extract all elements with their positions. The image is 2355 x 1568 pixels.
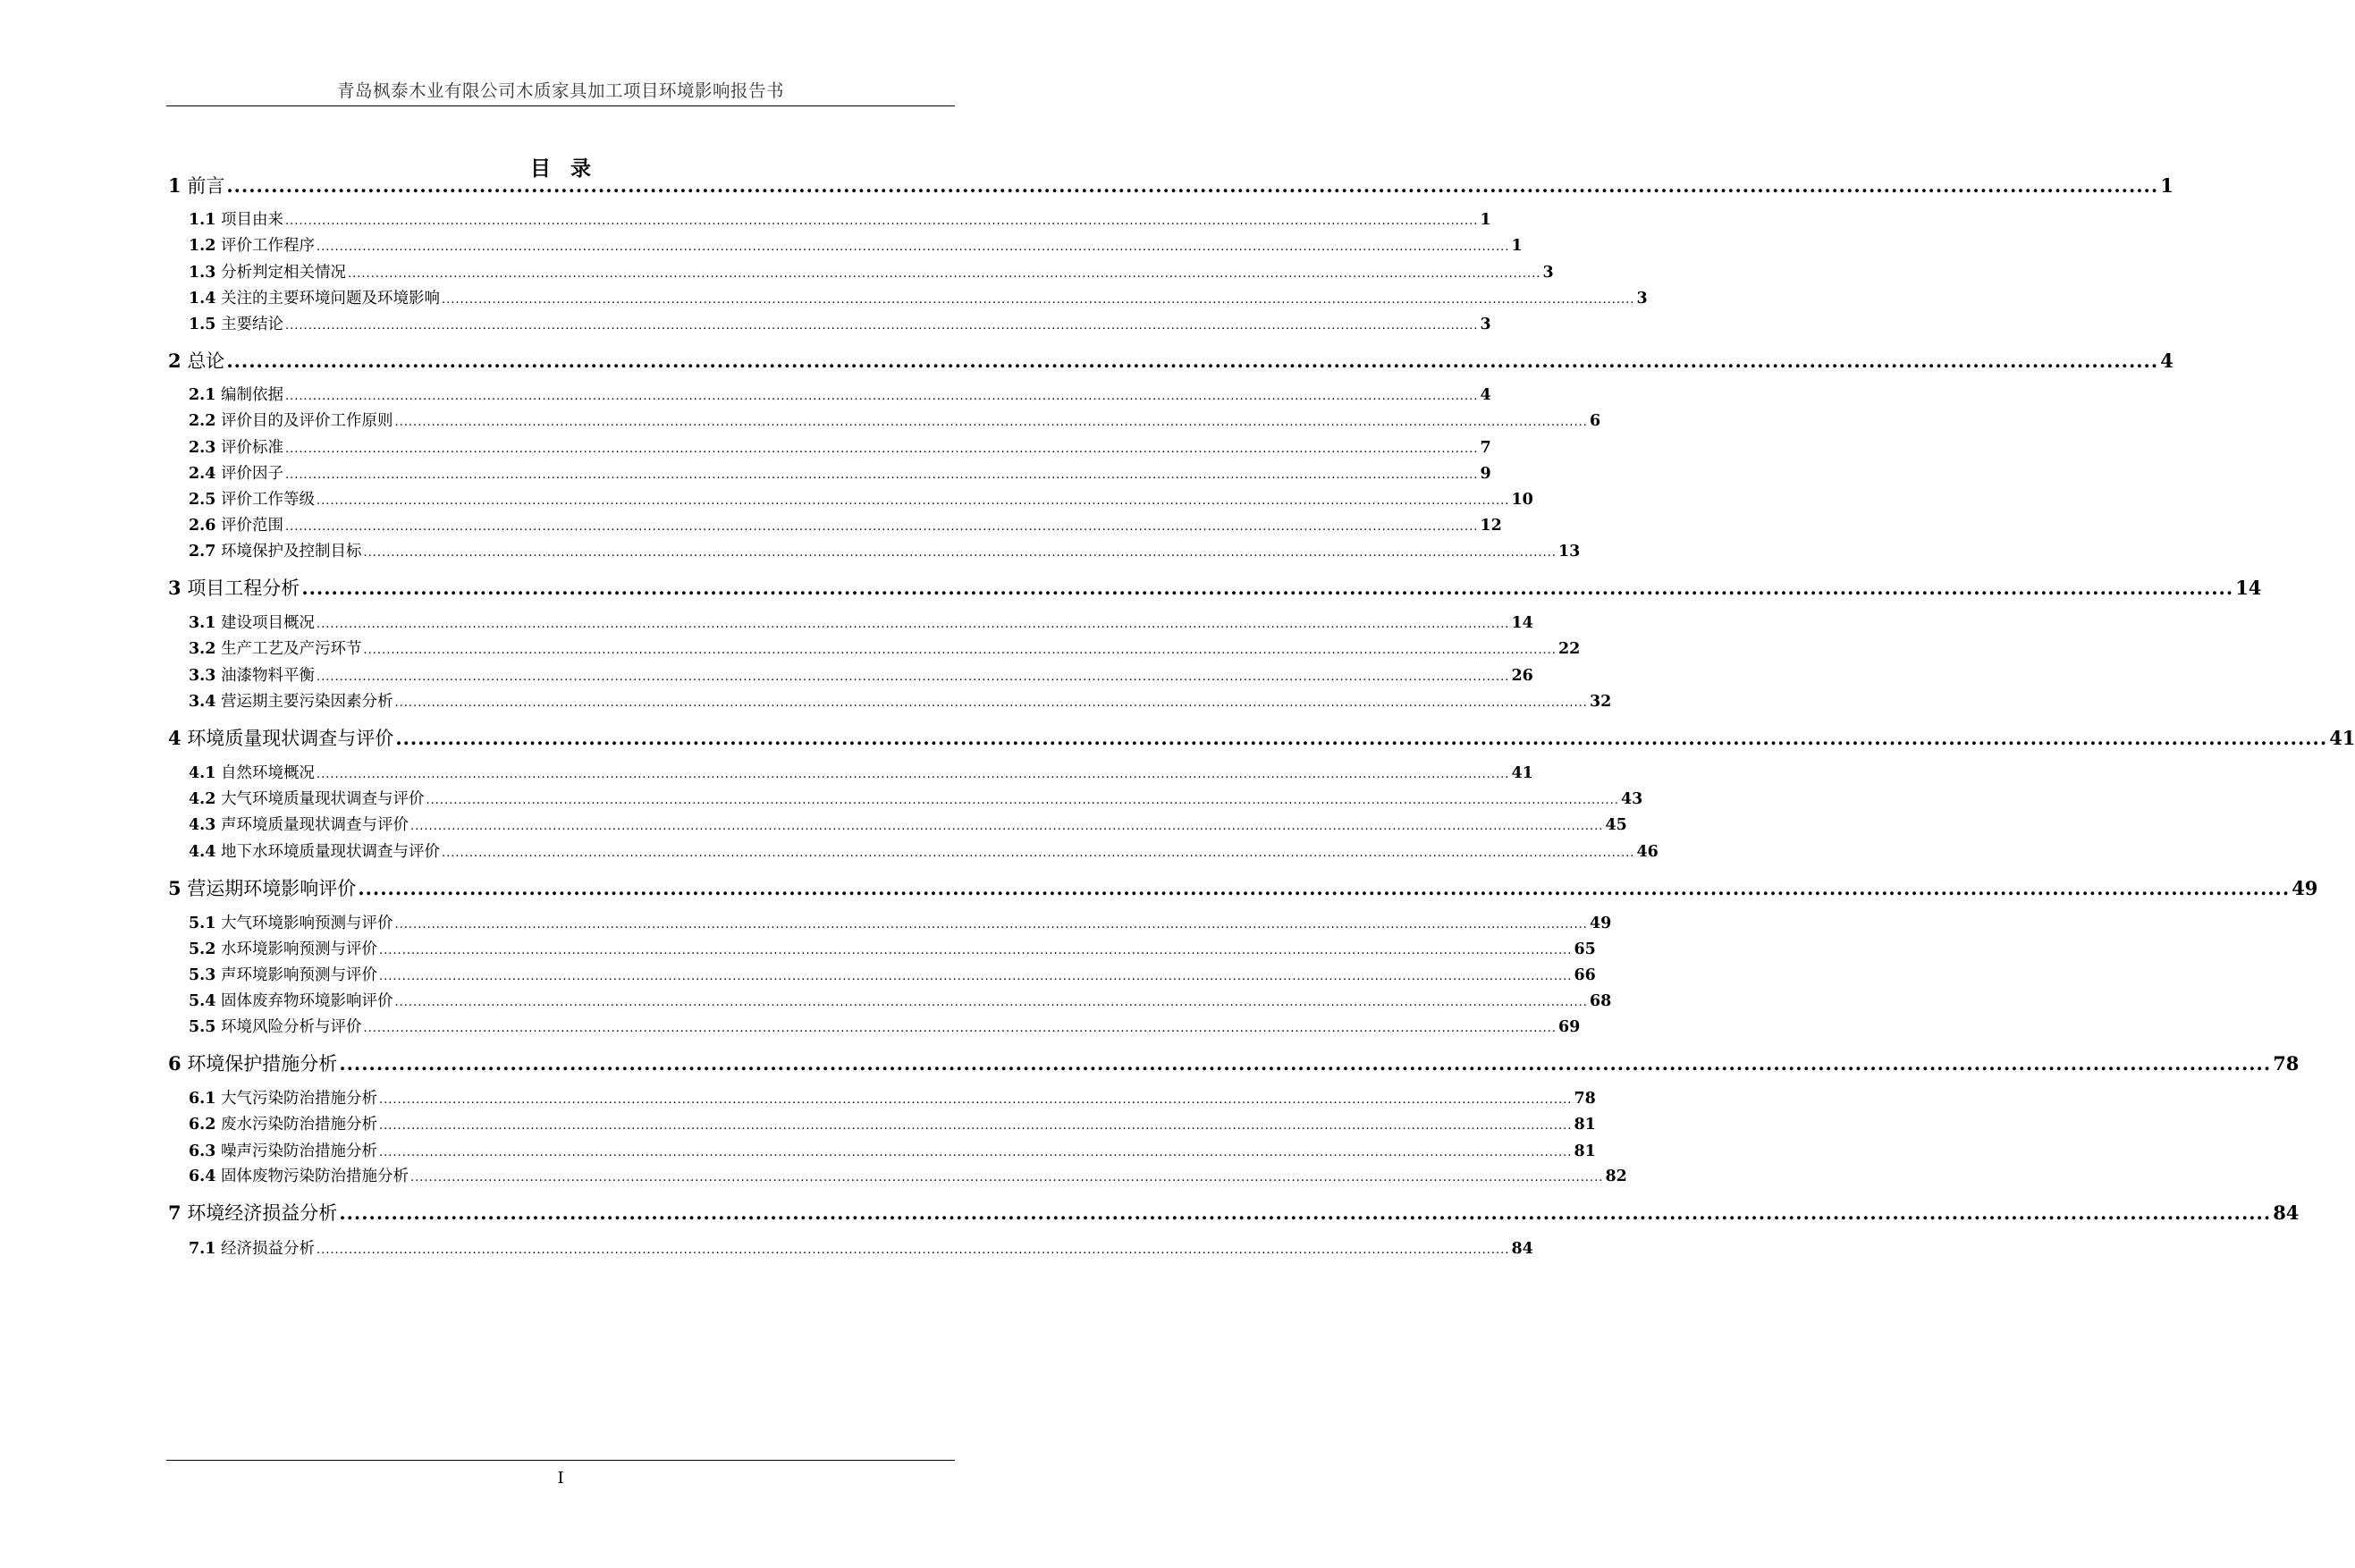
toc-leader-dots: .................................................................................................................................................................................................................................................................... (339, 1201, 2272, 1224)
toc-chapter-entry[interactable] (168, 1050, 2300, 1076)
toc-entry-number: 5.3 (189, 966, 216, 984)
toc-entry-page: 3 (1542, 264, 1554, 282)
toc-entry-text: 噪声污染防治措施分析 (221, 1142, 378, 1160)
toc-section-entry[interactable] (189, 513, 1502, 535)
toc-entry-page: 22 (1557, 640, 1581, 658)
toc-entry-number: 6.3 (189, 1142, 216, 1160)
toc-entry-text: 关注的主要环境问题及环境影响 (221, 290, 441, 308)
toc-entry-page: 45 (1605, 816, 1627, 834)
toc-entry-number: 2.4 (189, 465, 216, 483)
toc-section-entry[interactable] (189, 839, 1659, 862)
toc-entry-page: 1 (1480, 211, 1491, 229)
toc-entry-number: 3.2 (189, 640, 216, 658)
toc-entry-number: 3.3 (189, 667, 216, 685)
toc-entry-page: 32 (1589, 693, 1612, 711)
toc-entry-text: 大气环境影响预测与评价 (221, 915, 393, 932)
toc-section-entry[interactable] (189, 1139, 1596, 1161)
toc-entry-page: 6 (1589, 412, 1601, 430)
toc-leader-dots: .................................................................................................................................................................................................................................................................... (442, 847, 1635, 860)
toc-entry-page: 46 (1636, 843, 1659, 861)
toc-leader-dots: .................................................................................................................................................................................................................................................................... (226, 174, 2159, 197)
toc-entry-number: 2.1 (189, 386, 216, 404)
toc-entry-page: 10 (1511, 491, 1533, 509)
toc-section-entry[interactable] (189, 663, 1533, 686)
toc-entry-text: 前言 (187, 175, 225, 197)
toc-leader-dots: .................................................................................................................................................................................................................................................................... (410, 1171, 1604, 1184)
toc-chapter-entry[interactable] (168, 874, 2318, 901)
toc-entry-text: 评价标准 (221, 439, 284, 457)
toc-entry-page: 12 (1480, 517, 1502, 535)
toc-entry-page: 3 (1636, 290, 1648, 308)
toc-entry-page: 3 (1480, 316, 1491, 333)
toc-entry-page: 41 (1511, 764, 1533, 782)
toc-entry-label (189, 461, 283, 484)
toc-leader-dots: .................................................................................................................................................................................................................................................................... (317, 618, 1510, 631)
toc-entry-number: 6.2 (189, 1116, 216, 1134)
toc-leader-dots: .................................................................................................................................................................................................................................................................... (285, 443, 1479, 456)
toc-entry-page: 78 (1574, 1090, 1596, 1108)
toc-leader-dots: .................................................................................................................................................................................................................................................................... (285, 520, 1479, 534)
toc-entry-label (168, 347, 224, 374)
toc-entry-label (189, 689, 393, 712)
toc-entry-number: 7 (168, 1201, 181, 1224)
toc-entry-text: 环境经济损益分析 (187, 1202, 338, 1224)
toc-section-entry[interactable] (189, 787, 1643, 809)
toc-entry-number: 1 (168, 174, 181, 197)
toc-entry-number: 4.3 (189, 816, 216, 834)
toc-entry-page: 41 (2329, 727, 2355, 749)
toc-entry-text: 固体废弃物环境影响评价 (221, 992, 393, 1010)
toc-entry-page: 84 (1511, 1240, 1533, 1258)
toc-entry-page: 14 (1511, 614, 1533, 632)
toc-leader-dots: .................................................................................................................................................................................................................................................................... (379, 1093, 1573, 1107)
toc-leader-dots: .................................................................................................................................................................................................................................................................... (285, 390, 1479, 403)
toc-entry-number: 5.5 (189, 1018, 216, 1036)
toc-entry-label (189, 611, 315, 633)
toc-entry-label (189, 487, 315, 510)
toc-section-entry[interactable] (189, 989, 1612, 1011)
toc-entry-label (189, 435, 283, 458)
toc-entry-label (189, 1015, 362, 1037)
toc-leader-dots: .................................................................................................................................................................................................................................................................... (317, 1243, 1510, 1257)
toc-entry-label (189, 787, 425, 809)
toc-leader-dots: .................................................................................................................................................................................................................................................................... (394, 996, 1588, 1009)
toc-section-entry[interactable] (189, 636, 1581, 659)
toc-leader-dots: .................................................................................................................................................................................................................................................................... (285, 319, 1479, 333)
toc-section-entry[interactable] (189, 409, 1601, 431)
toc-entry-page: 7 (1480, 439, 1491, 457)
toc-entry-text: 评价工作程序 (221, 237, 316, 255)
toc-leader-dots: .................................................................................................................................................................................................................................................................... (348, 267, 1541, 281)
toc-entry-text: 项目工程分析 (187, 577, 300, 599)
toc-entry-label (189, 636, 362, 659)
toc-section-entry[interactable] (189, 312, 1491, 334)
toc-leader-dots: .................................................................................................................................................................................................................................................................... (363, 546, 1557, 560)
toc-entry-label (189, 1139, 377, 1161)
toc-entry-text: 环境质量现状调查与评价 (187, 728, 394, 749)
toc-section-entry[interactable] (189, 461, 1491, 484)
toc-chapter-entry[interactable] (168, 172, 2174, 198)
toc-section-entry[interactable] (189, 689, 1612, 712)
toc-entry-page: 68 (1589, 992, 1612, 1010)
toc-leader-dots: .................................................................................................................................................................................................................................................................... (285, 468, 1479, 482)
toc-entry-text: 项目由来 (221, 211, 284, 229)
toc-entry-label (168, 1050, 337, 1076)
toc-entry-label (189, 383, 283, 405)
toc-section-entry[interactable] (189, 383, 1491, 405)
toc-leader-dots: .................................................................................................................................................................................................................................................................... (339, 1052, 2272, 1075)
toc-leader-dots: .................................................................................................................................................................................................................................................................... (226, 350, 2159, 372)
toc-entry-number: 6.4 (189, 1168, 216, 1185)
toc-section-entry[interactable] (189, 1086, 1596, 1109)
toc-entry-label (189, 911, 393, 933)
toc-section-entry[interactable] (189, 539, 1581, 561)
toc-entry-text: 编制依据 (221, 386, 284, 404)
toc-section-entry[interactable] (189, 260, 1554, 282)
toc-entry-number: 6 (168, 1052, 181, 1075)
toc-entry-number: 3.4 (189, 693, 216, 711)
toc-entry-label (189, 409, 393, 431)
toc-section-entry[interactable] (189, 937, 1596, 959)
toc-entry-label (189, 937, 377, 959)
toc-entry-text: 主要结论 (221, 316, 284, 333)
toc-leader-dots: .................................................................................................................................................................................................................................................................... (358, 877, 2291, 899)
toc-entry-label (189, 963, 377, 985)
toc-section-entry[interactable] (189, 435, 1491, 458)
toc-entry-number: 5 (168, 877, 181, 899)
toc-entry-text: 固体废物污染防治措施分析 (221, 1168, 409, 1185)
toc-chapter-entry[interactable] (168, 574, 2262, 601)
toc-leader-dots: .................................................................................................................................................................................................................................................................... (379, 1119, 1573, 1133)
toc-entry-text: 废水污染防治措施分析 (221, 1116, 378, 1134)
toc-leader-dots: .................................................................................................................................................................................................................................................................... (379, 1146, 1573, 1159)
toc-entry-label (189, 286, 440, 308)
toc-entry-text: 营运期主要污染因素分析 (221, 693, 393, 711)
toc-entry-label (189, 513, 283, 535)
toc-leader-dots: .................................................................................................................................................................................................................................................................... (363, 644, 1557, 657)
toc-entry-label (189, 260, 346, 282)
toc-section-entry[interactable] (189, 911, 1612, 933)
toc-entry-text: 评价因子 (221, 465, 284, 483)
toc-entry-text: 总论 (187, 350, 225, 372)
toc-entry-text: 地下水环境质量现状调查与评价 (221, 843, 441, 861)
toc-entry-text: 声环境质量现状调查与评价 (221, 816, 409, 834)
toc-entry-number: 5.4 (189, 992, 216, 1010)
toc-entry-label (189, 813, 409, 835)
toc-leader-dots: .................................................................................................................................................................................................................................................................... (379, 970, 1573, 983)
toc-entry-number: 5.2 (189, 940, 216, 958)
toc-section-entry[interactable] (189, 1015, 1581, 1037)
toc-section-entry[interactable] (189, 1236, 1533, 1259)
toc-leader-dots: .................................................................................................................................................................................................................................................................... (394, 416, 1588, 429)
toc-entry-text: 建设项目概况 (221, 614, 316, 632)
toc-leader-dots: .................................................................................................................................................................................................................................................................... (410, 820, 1604, 833)
toc-entry-text: 评价目的及评价工作原则 (221, 412, 393, 430)
toc-entry-label (189, 1112, 377, 1134)
toc-leader-dots: .................................................................................................................................................................................................................................................................... (317, 670, 1510, 684)
toc-entry-text: 自然环境概况 (221, 764, 316, 782)
toc-entry-text: 声环境影响预测与评价 (221, 966, 378, 984)
toc-section-entry[interactable] (189, 286, 1648, 308)
toc-entry-label (189, 539, 362, 561)
toc-entry-page: 65 (1574, 940, 1596, 958)
toc-entry-text: 环境风险分析与评价 (221, 1018, 362, 1036)
toc-entry-number: 7.1 (189, 1240, 216, 1258)
toc-leader-dots: .................................................................................................................................................................................................................................................................... (426, 794, 1619, 807)
toc-entry-page: 13 (1557, 543, 1581, 561)
toc-entry-page: 66 (1574, 966, 1596, 984)
toc-entry-page: 1 (2160, 174, 2174, 197)
toc-entry-number: 2.7 (189, 543, 216, 561)
toc-entry-label (168, 172, 224, 198)
toc-entry-page: 26 (1511, 667, 1533, 685)
toc-leader-dots: .................................................................................................................................................................................................................................................................... (317, 768, 1510, 781)
toc-entry-label (189, 761, 315, 783)
toc-entry-page: 9 (1480, 465, 1491, 483)
toc-entry-number: 5.1 (189, 915, 216, 932)
toc-leader-dots: .................................................................................................................................................................................................................................................................... (363, 1022, 1557, 1035)
toc-entry-number: 2.2 (189, 412, 216, 430)
toc-entry-number: 1.3 (189, 264, 216, 282)
toc-leader-dots: .................................................................................................................................................................................................................................................................... (395, 727, 2328, 749)
toc-section-entry[interactable] (189, 1112, 1596, 1134)
toc-entry-label (189, 1236, 315, 1259)
toc-chapter-entry[interactable] (168, 724, 2355, 751)
toc-entry-page: 49 (2292, 877, 2318, 899)
toc-entry-number: 2.5 (189, 491, 216, 509)
toc-entry-page: 69 (1557, 1018, 1581, 1036)
toc-entry-text: 分析判定相关情况 (221, 264, 347, 282)
toc-entry-number: 1.4 (189, 290, 216, 308)
toc-leader-dots: .................................................................................................................................................................................................................................................................... (394, 696, 1588, 710)
toc-entry-number: 4.1 (189, 764, 216, 782)
toc-entry-number: 6.1 (189, 1090, 216, 1108)
toc-entry-text: 大气环境质量现状调查与评价 (221, 790, 425, 808)
toc-leader-dots: .................................................................................................................................................................................................................................................................... (301, 577, 2234, 599)
toc-entry-page: 81 (1574, 1116, 1596, 1134)
toc-entry-text: 评价工作等级 (221, 491, 316, 509)
toc-entry-page: 82 (1605, 1168, 1627, 1185)
toc-section-entry[interactable] (189, 761, 1533, 783)
toc-chapter-entry[interactable] (168, 1199, 2300, 1226)
toc-entry-label (189, 839, 440, 862)
toc-entry-label (189, 207, 283, 230)
toc-entry-page: 4 (2160, 350, 2174, 372)
toc-entry-page: 4 (1480, 386, 1491, 404)
toc-entry-page: 78 (2273, 1052, 2300, 1075)
toc-entry-number: 3.1 (189, 614, 216, 632)
toc-leader-dots: .................................................................................................................................................................................................................................................................... (379, 944, 1573, 957)
toc-entry-number: 4.2 (189, 790, 216, 808)
toc-chapter-entry[interactable] (168, 347, 2174, 374)
toc-entry-page: 49 (1589, 915, 1612, 932)
toc-leader-dots: .................................................................................................................................................................................................................................................................... (442, 293, 1635, 307)
toc-entry-page: 14 (2235, 577, 2262, 599)
toc-entry-number: 2.3 (189, 439, 216, 457)
toc-entry-text: 环境保护措施分析 (187, 1053, 338, 1075)
toc-entry-label (189, 233, 315, 256)
toc-entry-label (168, 1199, 337, 1226)
toc-section-entry[interactable] (189, 963, 1596, 985)
toc-entry-text: 生产工艺及产污环节 (221, 640, 362, 658)
toc-entry-label (189, 1164, 409, 1186)
toc-entry-text: 评价范围 (221, 517, 284, 535)
toc-entry-page: 84 (2273, 1201, 2300, 1224)
toc-leader-dots: .................................................................................................................................................................................................................................................................... (317, 494, 1510, 508)
toc-entry-text: 油漆物料平衡 (221, 667, 316, 685)
toc-section-entry[interactable] (189, 233, 1523, 256)
toc-leader-dots: .................................................................................................................................................................................................................................................................... (394, 918, 1588, 932)
toc-section-entry[interactable] (189, 487, 1533, 510)
toc-entry-page: 81 (1574, 1142, 1596, 1160)
toc-entry-text: 营运期环境影响评价 (187, 878, 357, 899)
toc-entry-label (189, 1086, 377, 1109)
running-header: 青岛枫泰木业有限公司木质家具加工项目环境影响报告书 (336, 80, 784, 101)
toc-section-entry[interactable] (189, 611, 1533, 633)
toc-section-entry[interactable] (189, 207, 1491, 230)
toc-entry-page: 43 (1620, 790, 1643, 808)
toc-entry-text: 大气污染防治措施分析 (221, 1090, 378, 1108)
toc-entry-text: 环境保护及控制目标 (221, 543, 362, 561)
toc-entry-number: 4 (168, 727, 181, 749)
toc-entry-label (168, 724, 393, 751)
toc-entry-label (189, 989, 393, 1011)
toc-entry-number: 2.6 (189, 517, 216, 535)
toc-entry-label (168, 574, 300, 601)
toc-title: 目 录 (529, 156, 591, 181)
toc-entry-label (189, 312, 283, 334)
toc-entry-number: 3 (168, 577, 181, 599)
toc-entry-text: 水环境影响预测与评价 (221, 940, 378, 958)
toc-section-entry[interactable] (189, 813, 1627, 835)
toc-section-entry[interactable] (189, 1164, 1627, 1186)
toc-entry-number: 1.1 (189, 211, 216, 229)
toc-entry-page: 1 (1511, 237, 1523, 255)
footer-divider (166, 1460, 955, 1461)
toc-entry-number: 1.2 (189, 237, 216, 255)
toc-entry-text: 经济损益分析 (221, 1240, 316, 1258)
toc-entry-number: 1.5 (189, 316, 216, 333)
page-number: I (557, 1469, 564, 1488)
toc-entry-number: 4.4 (189, 843, 216, 861)
toc-entry-number: 2 (168, 350, 181, 372)
toc-entry-label (168, 874, 356, 901)
toc-leader-dots: .................................................................................................................................................................................................................................................................... (285, 215, 1479, 228)
toc-leader-dots: .................................................................................................................................................................................................................................................................... (317, 240, 1510, 254)
toc-entry-label (189, 663, 315, 686)
